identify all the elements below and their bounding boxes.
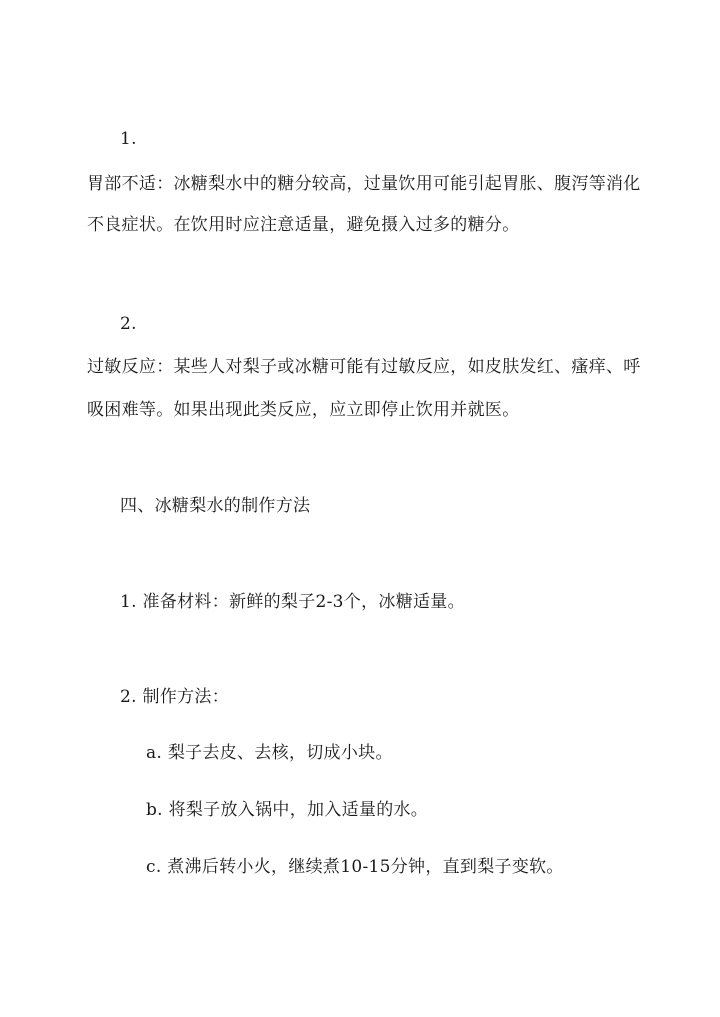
- section-heading: 四、冰糖梨水的制作方法: [120, 496, 311, 516]
- item-1-text-line-1: 胃部不适：冰糖梨水中的糖分较高，过量饮用可能引起胃胀、腹泻等消化: [87, 174, 641, 194]
- step-1: 1. 准备材料：新鲜的梨子2-3个，冰糖适量。: [120, 592, 465, 612]
- item-1-text-line-2: 不良症状。在饮用时应注意适量，避免摄入过多的糖分。: [87, 215, 520, 235]
- substep-c: c. 煮沸后转小火，继续煮10-15分钟，直到梨子变软。: [146, 857, 564, 877]
- item-2-text-line-2: 吸困难等。如果出现此类反应，应立即停止饮用并就医。: [87, 400, 520, 420]
- substep-b: b. 将梨子放入锅中，加入适量的水。: [146, 800, 429, 820]
- item-1-number: 1.: [120, 129, 137, 149]
- item-2-text-line-1: 过敏反应：某些人对梨子或冰糖可能有过敏反应，如皮肤发红、瘙痒、呼: [87, 357, 641, 377]
- step-2: 2. 制作方法：: [120, 687, 230, 707]
- item-2-number: 2.: [120, 314, 137, 334]
- substep-a: a. 梨子去皮、去核，切成小块。: [146, 743, 393, 763]
